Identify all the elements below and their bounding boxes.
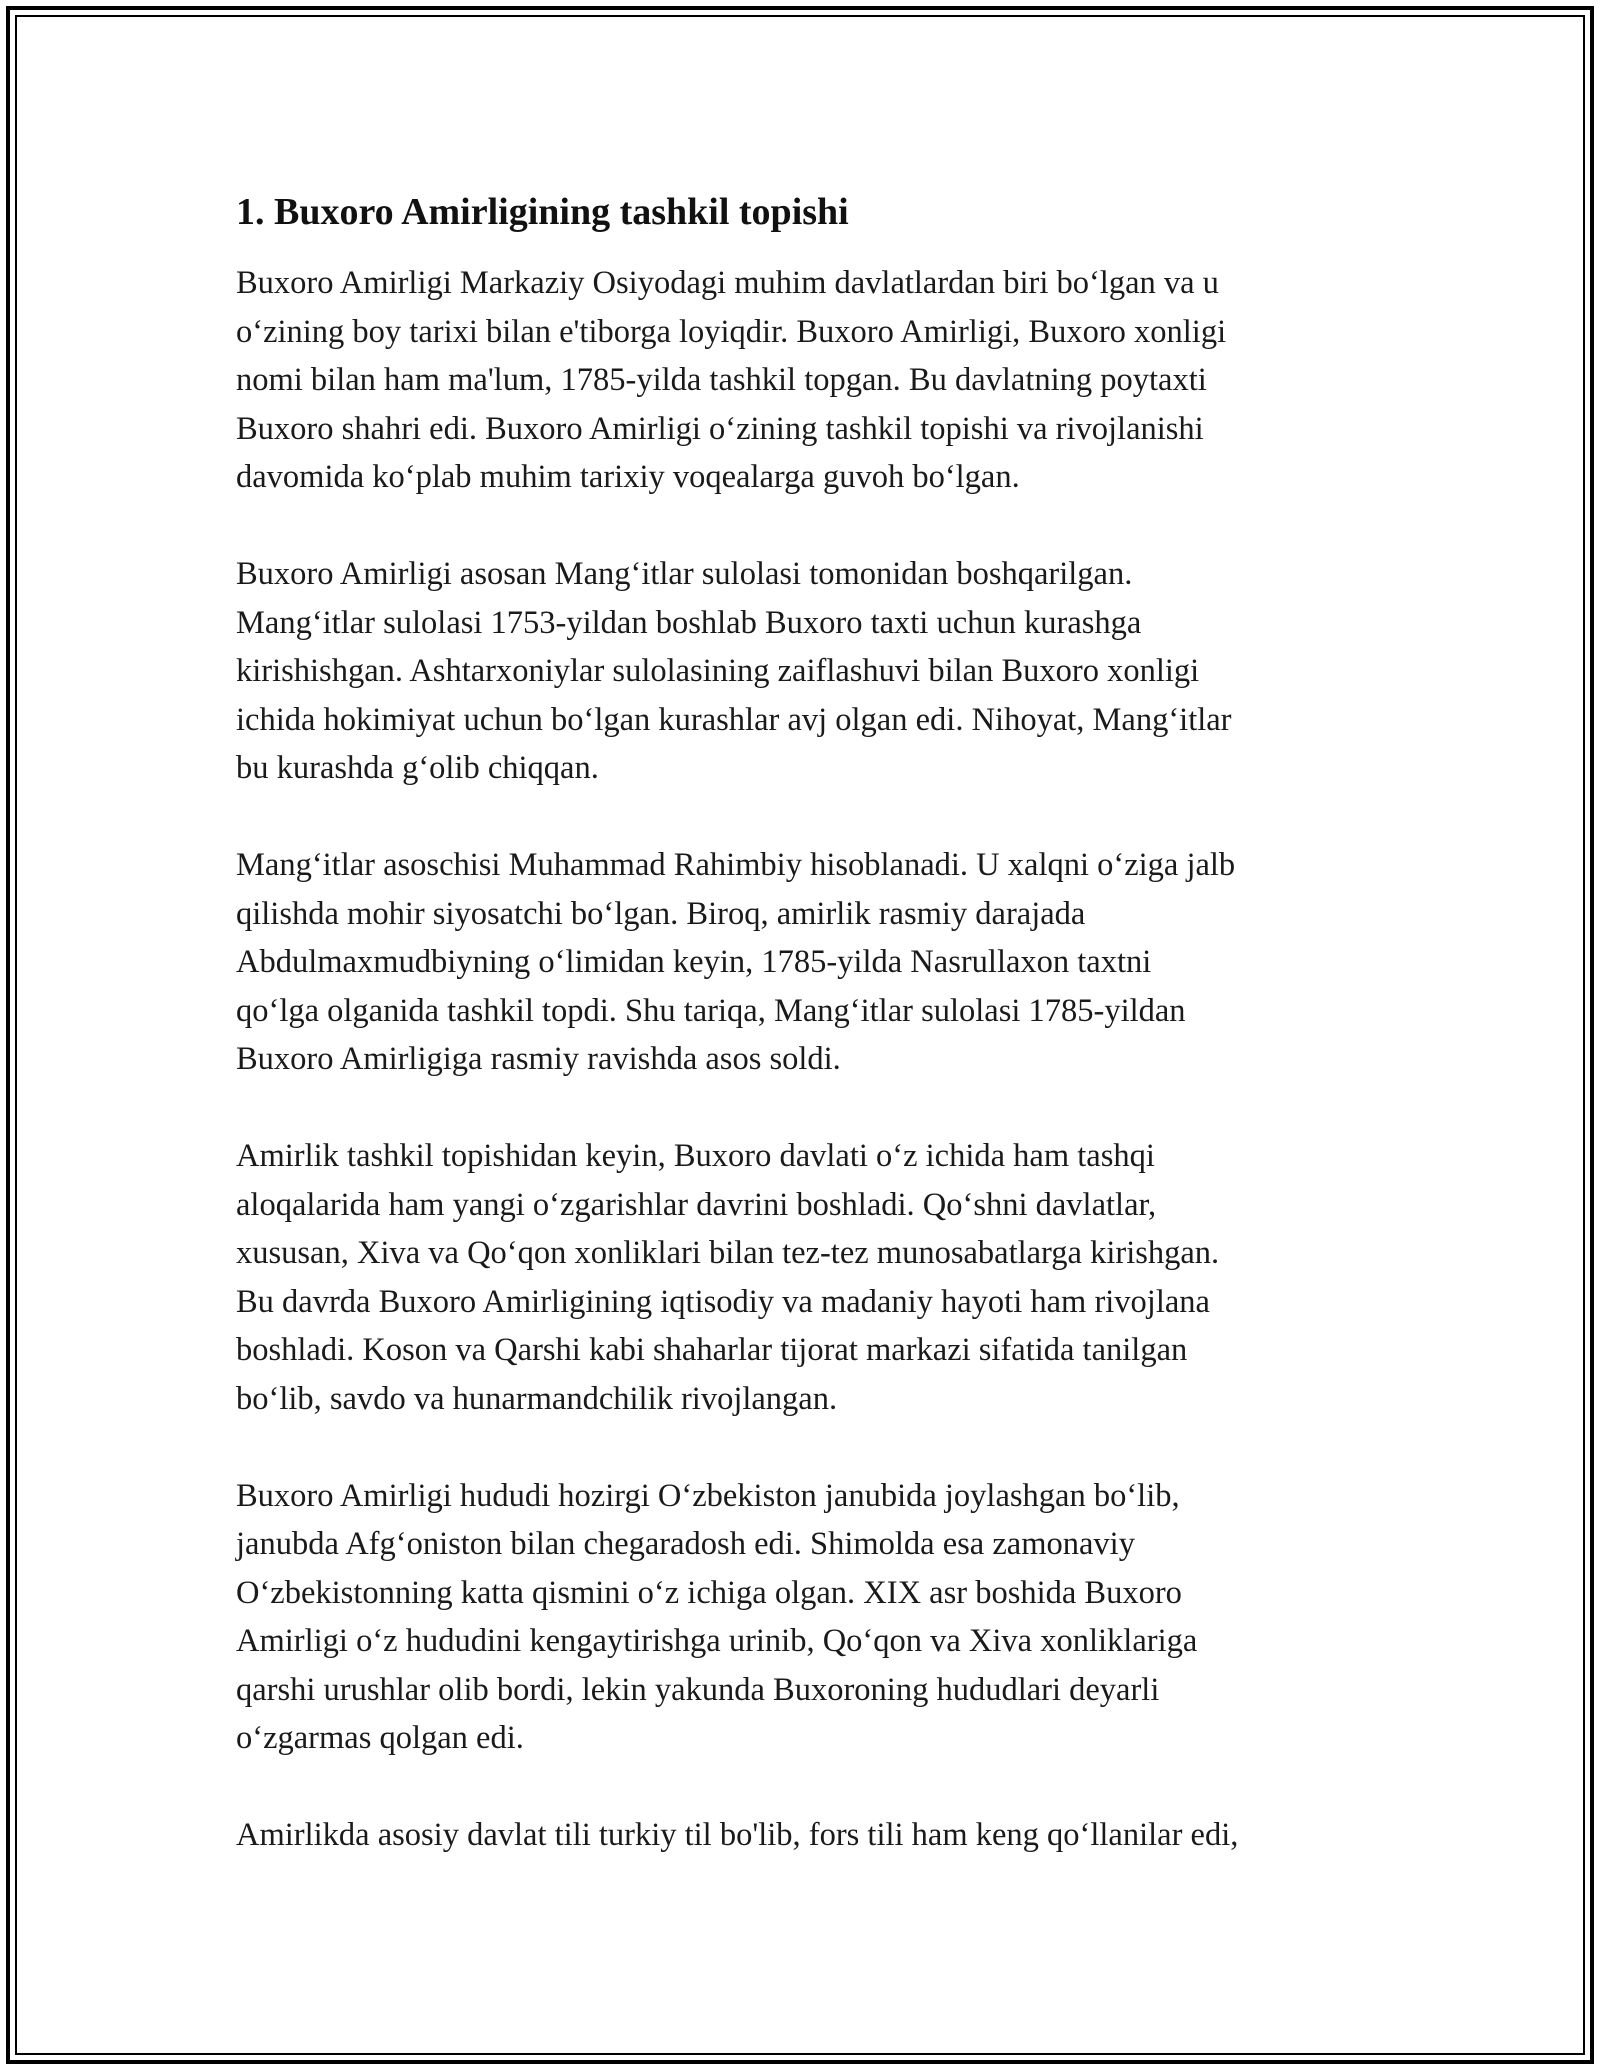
paragraph-5: Buxoro Amirligi hududi hozirgi O‘zbekiston janubida joylashgan bo‘lib, janubda Afg‘oniston bilan chegaradosh edi. Shimolda esa zamonaviy O‘zbekistonning katta qismini o‘z ichiga olgan. XIX asr boshida Buxoro Amirligi o‘z hududini kengaytirishga urinib, Qo‘qon va Xiva xonliklariga qarshi urushlar olib bordi, lekin yakunda Buxoroning hududlari deyarli o‘zgarmas qolgan edi. — [236, 1477, 1198, 1756]
paragraph-2: Buxoro Amirligi asosan Mang‘itlar sulolasi tomonidan boshqarilgan. Mang‘itlar sulolasi 1753-yildan boshlab Buxoro taxti uchun kurashga kirishishgan. Ashtarxoniylar sulolasining zaiflashuvi bilan Buxoro xonligi ichida hokimiyat uchun bo‘lgan kurashlar avj olgan edi. Nihoyat, Mang‘itlar bu kurashda g‘olib chiqqan. — [236, 556, 1232, 786]
paragraph-3: Mang‘itlar asoschisi Muhammad Rahimbiy hisoblanadi. U xalqni o‘ziga jalb qilishda mohir siyosatchi bo‘lgan. Biroq, amirlik rasmiy darajada Abdulmaxmudbiyning o‘limidan keyin, 1785-yilda Nasrullaxon taxtni qo‘lga olganida tashkil topdi. Shu tariqa, Mang‘itlar sulolasi 1785-yildan Buxoro Amirligiga rasmiy ravishda asos soldi. — [236, 847, 1236, 1077]
paragraph-6: Amirlikda asosiy davlat tili turkiy til bo'lib, fors tili ham keng qo‘llanilar edi, — [236, 1817, 1239, 1853]
document-body — [236, 188, 1386, 1908]
paragraph-1: Buxoro Amirligi Markaziy Osiyodagi muhim davlatlardan biri bo‘lgan va u o‘zining boy tarixi bilan e'tiborga loyiqdir. Buxoro Amirligi, Buxoro xonligi nomi bilan ham ma'lum, 1785-yilda tashkil topgan. Bu davlatning poytaxti Buxoro shahri edi. Buxoro Amirligi o‘zining tashkil topishi va rivojlanishi davomida ko‘plab muhim tarixiy voqealarga guvoh bo‘lgan. — [236, 265, 1227, 495]
paragraph-4: Amirlik tashkil topishidan keyin, Buxoro davlati o‘z ichida ham tashqi aloqalarida ham yangi o‘zgarishlar davrini boshladi. Qo‘shni davlatlar, xususan, Xiva va Qo‘qon xonliklari bilan tez-tez munosabatlarga kirishgan. Bu davrda Buxoro Amirligining iqtisodiy va madaniy hayoti ham rivojlana boshladi. Koson va Qarshi kabi shaharlar tijorat markazi sifatida tanilgan bo‘lib, savdo va hunarmandchilik rivojlangan. — [236, 1138, 1220, 1417]
section-heading: 1. Buxoro Amirligining tashkil topishi — [236, 191, 849, 233]
